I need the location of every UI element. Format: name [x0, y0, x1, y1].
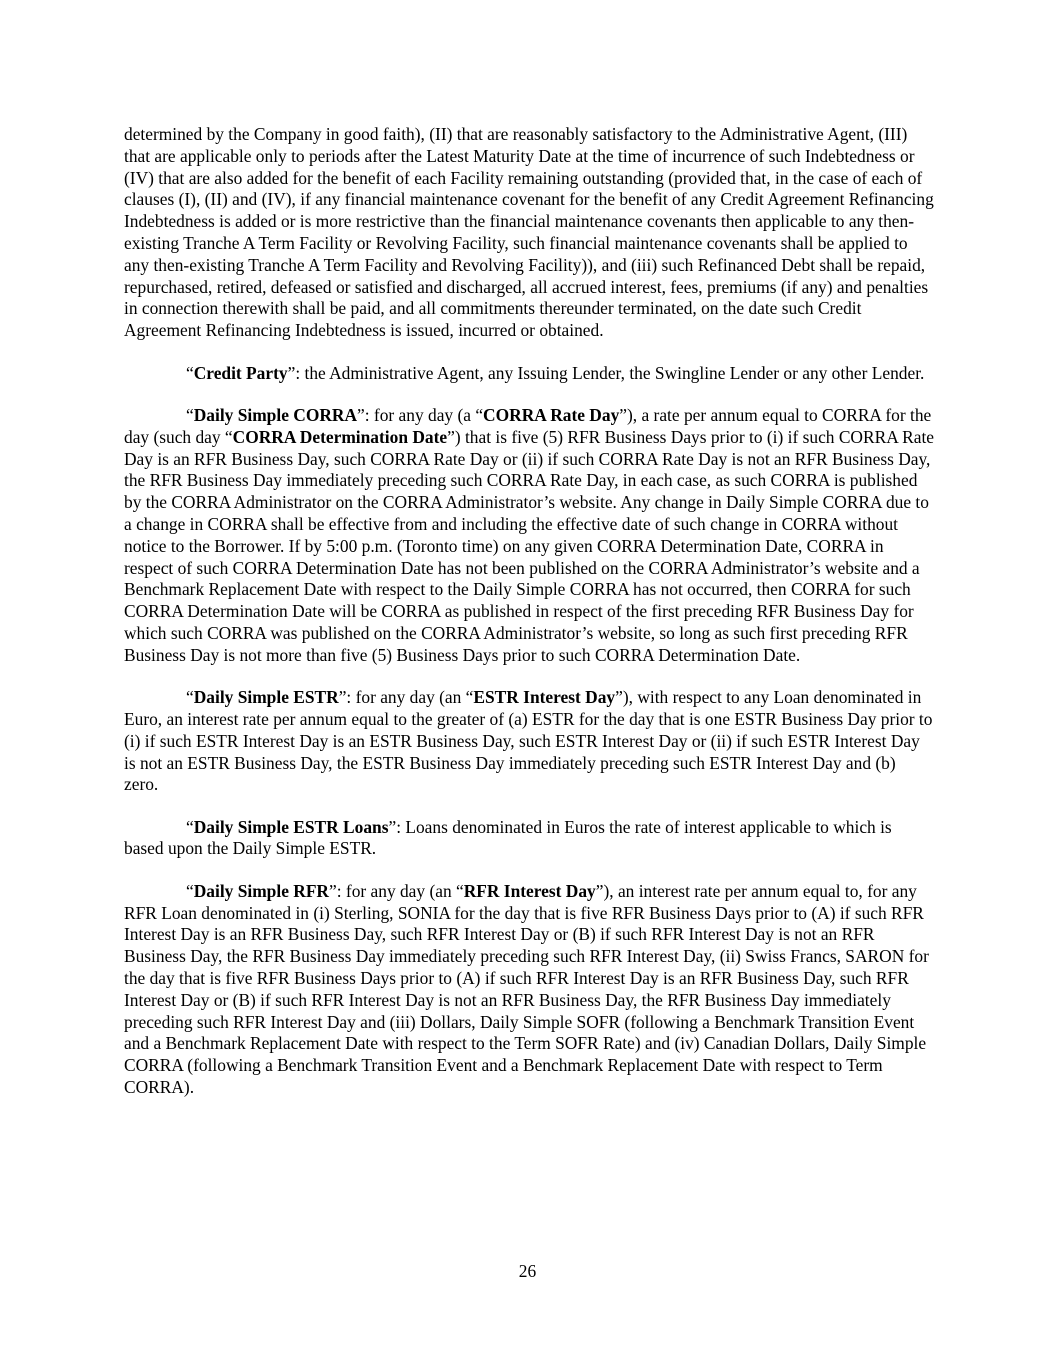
defined-term: Daily Simple ESTR Loans — [193, 816, 389, 837]
defined-term: Daily Simple ESTR — [193, 687, 339, 708]
definition-text: ”: for any day (a “ — [357, 404, 484, 425]
definition-text: ”: the Administrative Agent, any Issuing Lender, the Swingline Lender or any other Lender. — [287, 362, 925, 383]
quote-open: “ — [186, 816, 194, 837]
quote-open: “ — [186, 687, 194, 708]
definition-daily-simple-estr — [124, 687, 934, 796]
definition-text: ”), an interest rate per annum equal to, for any RFR Loan denominated in (i) Sterling, SONIA for the day that is five RFR Business Days prior to (A) if such RFR Interest Day is an RFR Business Day, such RFR Interest Day or (B) if such RFR Interest Day is not an RFR Business Day, the RFR Business Day immediately preceding such RFR Interest Day, (ii) Swiss Francs, SARON for the day that is five RFR Business Days prior to (A) if such RFR Interest Day is an RFR Business Day, such RFR Interest Day or (B) if such RFR Interest Day is not an RFR Business Day, the RFR Business Day immediately preceding such RFR Interest Day and (iii) Dollars, Daily Simple SOFR (following a Benchmark Transition Event and a Benchmark Replacement Date with respect to the Term SOFR Rate) and (iv) Canadian Dollars, Daily Simple CORRA (following a Benchmark Transition Event and a Benchmark Replacement Date with respect to Term CORRA). — [124, 880, 929, 1098]
definition-credit-party — [124, 363, 934, 385]
paragraph-text: determined by the Company in good faith), (II) that are reasonably satisfactory to the Administrative Agent, (III) that are applicable only to periods after the Latest Maturity Date at the time of incurrence of such Indebtedness or (IV) that are also added for the benefit of each Facility remaining outstanding (provided that, in the case of each of clauses (I), (II) and (IV), if any financial maintenance covenant for the benefit of any Credit Agreement Refinancing Indebtedness is added or is more restrictive than the financial maintenance covenants then applicable to any then-existing Tranche A Term Facility or Revolving Facility, such financial maintenance covenants shall be applied to any then-existing Tranche A Term Facility and Revolving Facility)), and (iii) such Refinanced Debt shall be repaid, repurchased, retired, defeased or satisfied and discharged, all accrued interest, fees, premiums (if any) and penalties in connection therewith shall be paid, and all commitments thereunder terminated, on the date such Credit Agreement Refinancing Indebtedness is issued, incurred or obtained. — [124, 124, 934, 341]
defined-term: Daily Simple CORRA — [193, 404, 358, 425]
defined-term: CORRA Rate Day — [483, 404, 620, 425]
quote-open: “ — [186, 362, 194, 383]
defined-term: Credit Party — [193, 362, 288, 383]
quote-open: “ — [186, 880, 194, 901]
definition-daily-simple-rfr — [124, 881, 934, 1099]
definition-daily-simple-estr-loans — [124, 817, 934, 861]
definition-text: ”), with respect to any Loan denominated in Euro, an interest rate per annum equal to the greater of (a) ESTR for the day that is one ESTR Business Day prior to (i) if such ESTR Interest Day is an ESTR Business Day, such ESTR Interest Day or (ii) if such ESTR Interest Day is not an ESTR Business Day, the ESTR Business Day immediately preceding such ESTR Interest Day and (b) zero. — [124, 687, 933, 795]
defined-term: CORRA Determination Date — [232, 426, 448, 447]
definition-text: ”), a rate per annum equal to CORRA for the day (such day “ — [124, 404, 932, 447]
definition-text: ”: for any day (an “ — [338, 687, 474, 708]
document-page — [124, 124, 934, 1119]
defined-term: Daily Simple RFR — [193, 880, 329, 901]
defined-term: RFR Interest Day — [463, 880, 596, 901]
quote-open: “ — [186, 404, 194, 425]
definition-text: ”: Loans denominated in Euros the rate of interest applicable to which is based upon the Daily Simple ESTR. — [124, 816, 892, 859]
definition-daily-simple-corra — [124, 405, 934, 667]
defined-term: ESTR Interest Day — [473, 687, 616, 708]
definition-text: ”: for any day (an “ — [329, 880, 464, 901]
page-number: 26 — [518, 1261, 537, 1281]
paragraph-refinancing-continuation — [124, 124, 934, 342]
definition-text: ”) that is five (5) RFR Business Days prior to (i) if such CORRA Rate Day is an RFR Business Day, such CORRA Rate Day or (ii) if such CORRA Rate Day is not an RFR Business Day, the RFR Business Day immediately preceding such CORRA Rate Day, in each case, as such CORRA is published by the CORRA Administrator on the CORRA Administrator’s website. Any change in Daily Simple CORRA due to a change in CORRA shall be effective from and including the effective date of such change in CORRA without notice to the Borrower. If by 5:00 p.m. (Toronto time) on any given CORRA Determination Date, CORRA in respect of such CORRA Determination Date has not been published on the CORRA Administrator’s website and a Benchmark Replacement Date with respect to the Daily Simple CORRA has not occurred, then CORRA for such CORRA Determination Date will be CORRA as published in respect of the first preceding RFR Business Day for which such CORRA was published on the CORRA Administrator’s website, so long as such first preceding RFR Business Day is not more than five (5) Business Days prior to such CORRA Determination Date. — [124, 426, 935, 665]
